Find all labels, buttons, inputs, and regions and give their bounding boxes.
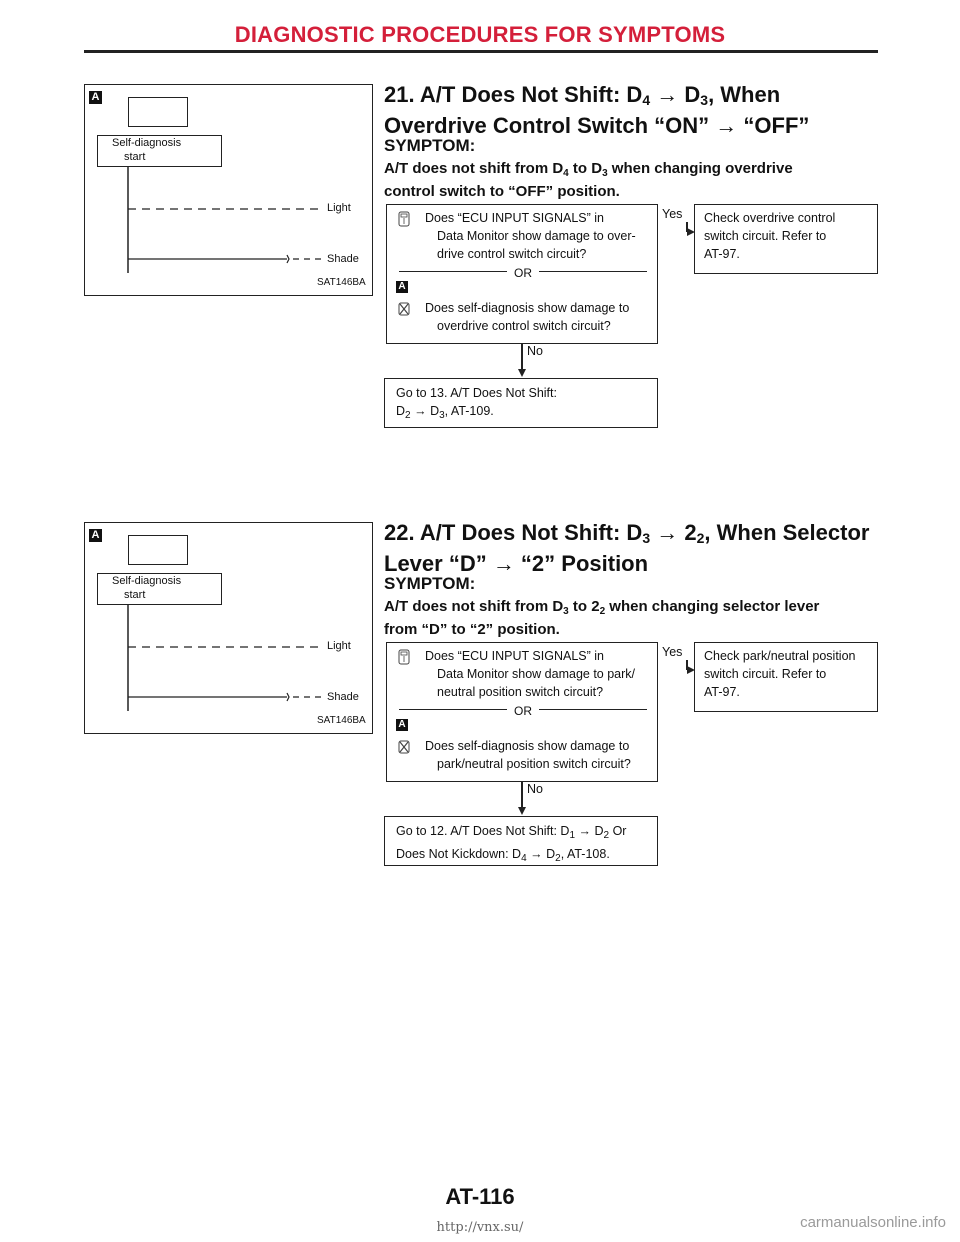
section-21-yes-line1: Check overdrive control <box>704 211 836 225</box>
section-21-number: 21. <box>384 82 415 107</box>
section-22-yes-label: Yes <box>662 645 683 659</box>
section-22-q2-line2: park/neutral position switch circuit? <box>437 757 631 771</box>
section-21-no-l2-s2: 3 <box>439 410 445 421</box>
section-21-no-l2-p3: , AT-109. <box>444 404 494 418</box>
figure-2 <box>84 522 373 734</box>
section-22-title-line2: Lever “D” → “2” Position <box>384 551 649 576</box>
section-21-or-label: OR <box>514 266 532 280</box>
section-22-q1-line1: Does “ECU INPUT SIGNALS” in <box>425 649 604 663</box>
section-21-question-2 <box>425 299 629 335</box>
header-rule <box>84 50 878 53</box>
section-22-no-l2-p1: Does Not Kickdown: D <box>396 847 522 861</box>
section-22-no-arrow <box>518 807 526 815</box>
section-22-yes-line3: AT-97. <box>704 685 740 699</box>
section-21-no-arrow <box>518 369 526 377</box>
figure-1-code: SAT146BA <box>317 277 366 288</box>
section-21-title <box>384 82 884 139</box>
section-21-no-line2 <box>396 402 657 425</box>
section-22-q1-line2: Data Monitor show damage to park/ <box>437 667 636 681</box>
section-22-symptom-s1: 3 <box>563 606 569 617</box>
section-21-no-label: No <box>527 344 543 358</box>
section-22-or-divider <box>399 703 647 718</box>
section-21-symptom-p1: A/T does not shift from D <box>384 160 564 177</box>
section-22-or-label: OR <box>514 704 532 718</box>
section-21-or-divider <box>399 265 647 280</box>
self-diagnosis-icon <box>397 301 411 317</box>
section-21-no-connector <box>521 344 523 370</box>
section-21-title-line2: Overdrive Control Switch “ON” → “OFF” <box>384 113 810 138</box>
section-21-no-l2-p2: D <box>430 404 440 418</box>
section-21-no-l2-p1: D <box>396 404 406 418</box>
section-22-title-sub2: 2 <box>696 530 705 546</box>
section-21-question-1 <box>425 209 636 263</box>
figure-1-light-label: Light <box>327 202 351 214</box>
section-21-yes-box <box>694 204 878 274</box>
section-21-q2-line1: Does self-diagnosis show damage to <box>425 301 630 315</box>
section-22-yes-line2: switch circuit. Refer to <box>704 667 827 681</box>
section-21-q1-line3: drive control switch circuit? <box>437 247 587 261</box>
section-22-number: 22. <box>384 520 415 545</box>
section-22-no-connector <box>521 782 523 808</box>
section-21-no-l2-arrow: → <box>414 404 427 418</box>
section-21-title-sub2: 3 <box>700 92 709 108</box>
section-22-no-l1-s1: 1 <box>569 830 576 841</box>
section-22-q2-line1: Does self-diagnosis show damage to <box>425 739 630 753</box>
section-21-question-box <box>386 204 658 344</box>
a-badge-icon: A <box>396 719 408 731</box>
a-badge-icon: A <box>396 281 408 293</box>
section-22-no-l1-p3: Or <box>609 824 627 838</box>
section-22-yes-box <box>694 642 878 712</box>
section-21-symptom-heading: SYMPTOM: <box>384 136 476 155</box>
section-22-symptom-p1: A/T does not shift from D <box>384 598 564 615</box>
section-22-no-box <box>384 816 658 866</box>
section-22-symptom-line2: from “D” to “2” position. <box>384 621 560 638</box>
section-21-title-sub1: 4 <box>642 92 651 108</box>
figure-2-badge: A <box>89 529 102 542</box>
section-22-no-l2-arrow: → <box>530 847 543 861</box>
section-21-q2-line2: overdrive control switch circuit? <box>437 319 611 333</box>
figure-1-badge: A <box>89 91 102 104</box>
section-21-yes-line3: AT-97. <box>704 247 740 261</box>
figure-2-box-label-2: start <box>124 589 146 601</box>
section-21-q1-line1: Does “ECU INPUT SIGNALS” in <box>425 211 604 225</box>
section-21-no-box <box>384 378 658 428</box>
section-22-title <box>384 520 904 577</box>
section-22-no-l2-s1: 4 <box>521 853 527 864</box>
section-22-no-line1 <box>396 822 657 845</box>
section-22-no-line2 <box>396 845 657 868</box>
section-21-title-p1: A/T Does Not Shift: D <box>419 82 643 107</box>
section-22-question-box <box>386 642 658 782</box>
section-21-symptom-p2: to D <box>568 160 603 177</box>
section-22-question-2 <box>425 737 631 773</box>
section-21-no-l2-s1: 2 <box>405 410 411 421</box>
section-21-yes-label: Yes <box>662 207 683 221</box>
section-22-symptom-s2: 2 <box>599 606 606 617</box>
section-21-symptom-s2: 3 <box>602 168 608 179</box>
watermark: carmanualsonline.info <box>800 1214 946 1231</box>
section-22-no-label: No <box>527 782 543 796</box>
section-22-symptom-text <box>384 598 884 639</box>
section-22-question-1 <box>425 647 635 701</box>
consult-icon <box>397 211 411 227</box>
section-22-yes-line1: Check park/neutral position <box>704 649 856 663</box>
self-diagnosis-icon <box>397 739 411 755</box>
figure-2-code: SAT146BA <box>317 715 366 726</box>
figure-1 <box>84 84 373 296</box>
section-22-title-p3: , When Selector <box>704 520 870 545</box>
section-22-title-sub1: 3 <box>642 530 651 546</box>
figure-1-box-label-2: start <box>124 151 146 163</box>
figure-2-box-label-1: Self-diagnosis <box>112 575 182 587</box>
section-22-no-l1-s2: 2 <box>603 830 610 841</box>
section-22-symptom-p2: to 2 <box>568 598 600 615</box>
section-22-title-arrow: → <box>656 520 679 545</box>
section-22-title-p2: 2 <box>684 520 697 545</box>
section-21-title-p2: D <box>684 82 701 107</box>
figure-1-shade-label: Shade <box>327 253 359 265</box>
section-22-q1-line3: neutral position switch circuit? <box>437 685 604 699</box>
section-22-symptom-heading: SYMPTOM: <box>384 574 476 593</box>
figure-2-light-label: Light <box>327 640 351 652</box>
section-22-no-l2-p2: D <box>546 847 556 861</box>
section-22-no-l1-p1: Go to 12. A/T Does Not Shift: D <box>396 824 570 838</box>
section-22-no-l1-arrow: → <box>578 824 592 838</box>
footer-url[interactable]: http://vnx.su/ <box>436 1220 524 1235</box>
page-number: AT-116 <box>445 1184 515 1209</box>
section-21-yes-line2: switch circuit. Refer to <box>704 229 827 243</box>
section-21-symptom-line2: control switch to “OFF” position. <box>384 183 620 200</box>
section-22-no-l1-p2: D <box>594 824 604 838</box>
section-22-no-l2-p3: , AT-108. <box>560 847 610 861</box>
section-22-title-p1: A/T Does Not Shift: D <box>419 520 643 545</box>
section-21-symptom-s1: 4 <box>563 168 569 179</box>
page-header-title: DIAGNOSTIC PROCEDURES FOR SYMPTOMS <box>234 22 726 47</box>
section-21-q1-line2: Data Monitor show damage to over- <box>437 229 636 243</box>
figure-2-shade-label: Shade <box>327 691 359 703</box>
section-21-title-arrow: → <box>656 82 679 107</box>
section-22-symptom-p3: when changing selector lever <box>605 598 820 615</box>
section-22-no-l2-s2: 2 <box>555 853 561 864</box>
consult-icon <box>397 649 411 665</box>
section-21-title-p3: , When <box>708 82 781 107</box>
figure-1-box-label-1: Self-diagnosis <box>112 137 182 149</box>
section-21-symptom-text <box>384 160 884 201</box>
section-21-symptom-p3: when changing overdrive <box>607 160 793 177</box>
section-21-no-line1: Go to 13. A/T Does Not Shift: <box>396 386 557 400</box>
